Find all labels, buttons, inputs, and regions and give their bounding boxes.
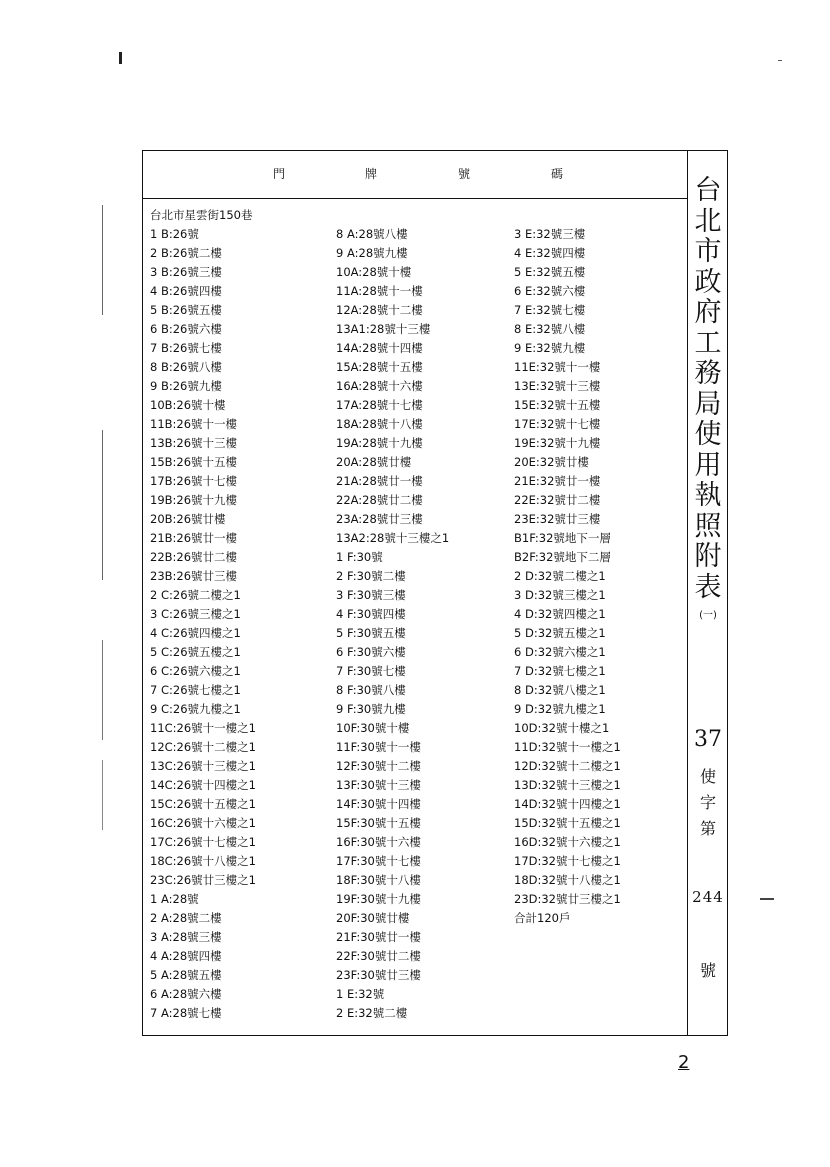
address-entry: 8 F:30號八樓: [336, 683, 406, 697]
address-entry: 4 C:26號四樓之1: [150, 626, 241, 640]
address-entry: 1 A:28號: [150, 892, 199, 906]
address-entry: 10F:30號十樓: [336, 721, 410, 735]
address-entry: 5 B:26號五樓: [150, 303, 222, 317]
address-entry: 19A:28號十九樓: [336, 436, 423, 450]
address-entry: 14F:30號十四樓: [336, 797, 421, 811]
address-entry: 21F:30號廿一樓: [336, 930, 421, 944]
address-entry: 17F:30號十七樓: [336, 854, 421, 868]
address-entry: 11C:26號十一樓之1: [150, 721, 256, 735]
address-entry: 17B:26號十七樓: [150, 474, 238, 488]
address-entry: 5 E:32號五樓: [514, 265, 586, 279]
address-entry: 13F:30號十三樓: [336, 778, 421, 792]
address-entry: 9 F:30號九樓: [336, 702, 406, 716]
address-entry: 7 E:32號七樓: [514, 303, 586, 317]
title-char: 政: [694, 266, 722, 298]
address-entry: 9 E:32號九樓: [514, 341, 586, 355]
permit-char: 字: [699, 793, 716, 812]
address-entry: 23B:26號廿三樓: [150, 569, 238, 583]
address-entry: 4 B:26號四樓: [150, 284, 222, 298]
address-entry: 23C:26號廿三樓之1: [150, 873, 256, 887]
address-entry: 4 D:32號四樓之1: [514, 607, 606, 621]
header-char: 牌: [365, 167, 378, 181]
title-char: 使: [694, 419, 722, 450]
address-entry: 20A:28號廿樓: [336, 455, 412, 469]
title-divider: [687, 151, 688, 1035]
header-char: 門: [273, 167, 286, 181]
address-entry: 17A:28號十七樓: [336, 398, 423, 412]
address-entry: 8 A:28號八樓: [336, 227, 408, 241]
address-entry: 22B:26號廿二樓: [150, 550, 238, 564]
title-note: (一): [699, 610, 717, 621]
permit-number: 244: [692, 888, 724, 906]
address-entry: 19F:30號十九樓: [336, 892, 421, 906]
title-char: 府: [694, 297, 722, 328]
address-entry: 20E:32號廿樓: [514, 455, 589, 469]
address-entry: 16F:30號十六樓: [336, 835, 421, 849]
address-entry: 8 B:26號八樓: [150, 360, 222, 374]
address-entry: 1 B:26號: [150, 227, 199, 241]
address-entry: 14D:32號十四樓之1: [514, 797, 621, 811]
address-entry: 2 C:26號二樓之1: [150, 588, 241, 602]
address-entry: 13A1:28號十三樓: [336, 322, 431, 336]
title-char: 用: [694, 449, 722, 481]
address-entry: 21E:32號廿一樓: [514, 474, 601, 488]
address-entry: 7 D:32號七樓之1: [514, 664, 606, 678]
title-char: 執: [694, 480, 722, 511]
address-entry: 16C:26號十六樓之1: [150, 816, 256, 830]
address-entry: 4 A:28號四樓: [150, 949, 222, 963]
title-char: 北: [694, 205, 722, 237]
address-entry: 2 B:26號二樓: [150, 246, 222, 260]
address-entry: 14C:26號十四樓之1: [150, 778, 256, 792]
address-entry: 3 A:28號三樓: [150, 930, 222, 944]
address-column-1: [150, 206, 256, 1023]
address-entry: 6 B:26號六樓: [150, 322, 222, 336]
address-entry: 5 A:28號五樓: [150, 968, 222, 982]
address-entry: 15E:32號十五樓: [514, 398, 601, 412]
address-column-2: [336, 225, 449, 1023]
scan-speck: [778, 60, 782, 61]
title-char: 局: [694, 388, 722, 420]
header-row: [143, 151, 687, 199]
address-entry: 12F:30號十二樓: [336, 759, 421, 773]
address-entry: 13C:26號十三樓之1: [150, 759, 256, 773]
address-entry: 13D:32號十三樓之1: [514, 778, 621, 792]
address-entry: 3 C:26號三樓之1: [150, 607, 241, 621]
address-entry: 11E:32號十一樓: [514, 360, 601, 374]
address-entry: 16A:28號十六樓: [336, 379, 423, 393]
header-char: 號: [458, 167, 471, 181]
address-entry: 21A:28號廿一樓: [336, 474, 423, 488]
address-entry: 5 D:32號五樓之1: [514, 626, 606, 640]
permit-char: 第: [699, 819, 716, 838]
address-entry: 20F:30號廿樓: [336, 911, 410, 925]
address-entry: 14A:28號十四樓: [336, 341, 423, 355]
address-entry: B1F:32號地下一層: [514, 531, 611, 545]
address-entry: 23E:32號廿三樓: [514, 512, 601, 526]
address-entry: 15F:30號十五樓: [336, 816, 421, 830]
address-entry: 1 F:30號: [336, 550, 383, 564]
address-entry: 18C:26號十八樓之1: [150, 854, 256, 868]
address-entry: 19B:26號十九樓: [150, 493, 238, 507]
address-entry: 12C:26號十二樓之1: [150, 740, 256, 754]
permit-char: 使: [699, 767, 716, 786]
scan-speck: [102, 760, 103, 830]
address-entry: 13E:32號十三樓: [514, 379, 601, 393]
permit-suffix: 號: [699, 961, 716, 980]
address-entry: 7 B:26號七樓: [150, 341, 222, 355]
address-entry: 11D:32號十一樓之1: [514, 740, 621, 754]
address-entry: 9 D:32號九樓之1: [514, 702, 606, 716]
title-char: 工: [694, 327, 722, 359]
title-char: 市: [694, 236, 722, 267]
address-entry: 17E:32號十七樓: [514, 417, 601, 431]
address-entry: 3 D:32號三樓之1: [514, 588, 606, 602]
address-entry: 6 A:28號六樓: [150, 987, 222, 1001]
address-entry: 4 F:30號四樓: [336, 607, 406, 621]
address-entry: 3 F:30號三樓: [336, 588, 406, 602]
address-entry: 18D:32號十八樓之1: [514, 873, 621, 887]
address-entry: 22E:32號廿二樓: [514, 493, 601, 507]
address-entry: 18F:30號十八樓: [336, 873, 421, 887]
address-entry: 5 C:26號五樓之1: [150, 645, 241, 659]
scan-speck: [119, 52, 122, 64]
address-entry: 13B:26號十三樓: [150, 436, 238, 450]
address-entry: 9 C:26號九樓之1: [150, 702, 241, 716]
address-entry: 12D:32號十二樓之1: [514, 759, 621, 773]
address-entry: 23F:30號廿三樓: [336, 968, 421, 982]
address-entry: 3 E:32號三樓: [514, 227, 586, 241]
address-entry: 16D:32號十六樓之1: [514, 835, 621, 849]
address-entry: 2 A:28號二樓: [150, 911, 222, 925]
address-entry: 11F:30號十一樓: [336, 740, 421, 754]
address-entry: 21B:26號廿一樓: [150, 531, 238, 545]
address-entry: 6 F:30號六樓: [336, 645, 406, 659]
address-entry: 7 A:28號七樓: [150, 1006, 222, 1020]
address-entry: 13A2:28號十三樓之1: [336, 531, 450, 545]
scan-speck: [760, 898, 774, 900]
address-entry: 10D:32號十樓之1: [514, 721, 610, 735]
address-entry: 23A:28號廿三樓: [336, 512, 423, 526]
address-entry: 7 F:30號七樓: [336, 664, 406, 678]
title-char: 務: [694, 358, 722, 389]
address-entry: 23D:32號廿三樓之1: [514, 892, 621, 906]
scan-speck: [102, 430, 103, 580]
address-entry: 15D:32號十五樓之1: [514, 816, 621, 830]
address-entry: 11B:26號十一樓: [150, 417, 238, 431]
address-entry: B2F:32號地下二層: [514, 550, 611, 564]
address-entry: 15A:28號十五樓: [336, 360, 423, 374]
address-entry: 17D:32號十七樓之1: [514, 854, 621, 868]
header-char: 碼: [551, 167, 564, 181]
address-entry: 8 D:32號八樓之1: [514, 683, 606, 697]
address-entry: 2 D:32號二樓之1: [514, 569, 606, 583]
address-entry: 合計120戶: [514, 911, 571, 925]
address-entry: 8 E:32號八樓: [514, 322, 586, 336]
address-entry: 1 E:32號: [336, 987, 385, 1001]
address-entry: 6 D:32號六樓之1: [514, 645, 606, 659]
title-char: 附: [694, 541, 722, 572]
address-entry: 2 F:30號二樓: [336, 569, 406, 583]
address-entry: 19E:32號十九樓: [514, 436, 601, 450]
address-entry: 4 E:32號四樓: [514, 246, 586, 260]
address-entry: 22A:28號廿二樓: [336, 493, 423, 507]
address-entry: 6 E:32號六樓: [514, 284, 586, 298]
address-entry: 10B:26號十樓: [150, 398, 226, 412]
document-title: [690, 176, 726, 603]
address-entry: 17C:26號十七樓之1: [150, 835, 256, 849]
address-entry: 2 E:32號二樓: [336, 1006, 408, 1020]
address-entry: 5 F:30號五樓: [336, 626, 406, 640]
title-char: 表: [694, 571, 722, 603]
permit-year: 37: [694, 727, 722, 752]
address-entry: 6 C:26號六樓之1: [150, 664, 241, 678]
title-char: 台: [694, 175, 722, 206]
address-column-3: [514, 225, 621, 928]
page-number: 2: [678, 1052, 690, 1073]
address-entry: 12A:28號十二樓: [336, 303, 423, 317]
address-entry: 3 B:26號三樓: [150, 265, 222, 279]
address-entry: 15B:26號十五樓: [150, 455, 238, 469]
address-entry: 11A:28號十一樓: [336, 284, 423, 298]
address-entry: 9 B:26號九樓: [150, 379, 222, 393]
address-entry: 20B:26號廿樓: [150, 512, 226, 526]
street-name: 台北市星雲街150巷: [150, 208, 253, 222]
address-entry: 7 C:26號七樓之1: [150, 683, 241, 697]
address-entry: 22F:30號廿二樓: [336, 949, 421, 963]
scan-speck: [102, 640, 103, 740]
address-entry: 15C:26號十五樓之1: [150, 797, 256, 811]
address-entry: 9 A:28號九樓: [336, 246, 408, 260]
address-entry: 18A:28號十八樓: [336, 417, 423, 431]
title-char: 照: [694, 510, 722, 542]
scan-speck: [102, 205, 103, 315]
address-entry: 10A:28號十樓: [336, 265, 412, 279]
